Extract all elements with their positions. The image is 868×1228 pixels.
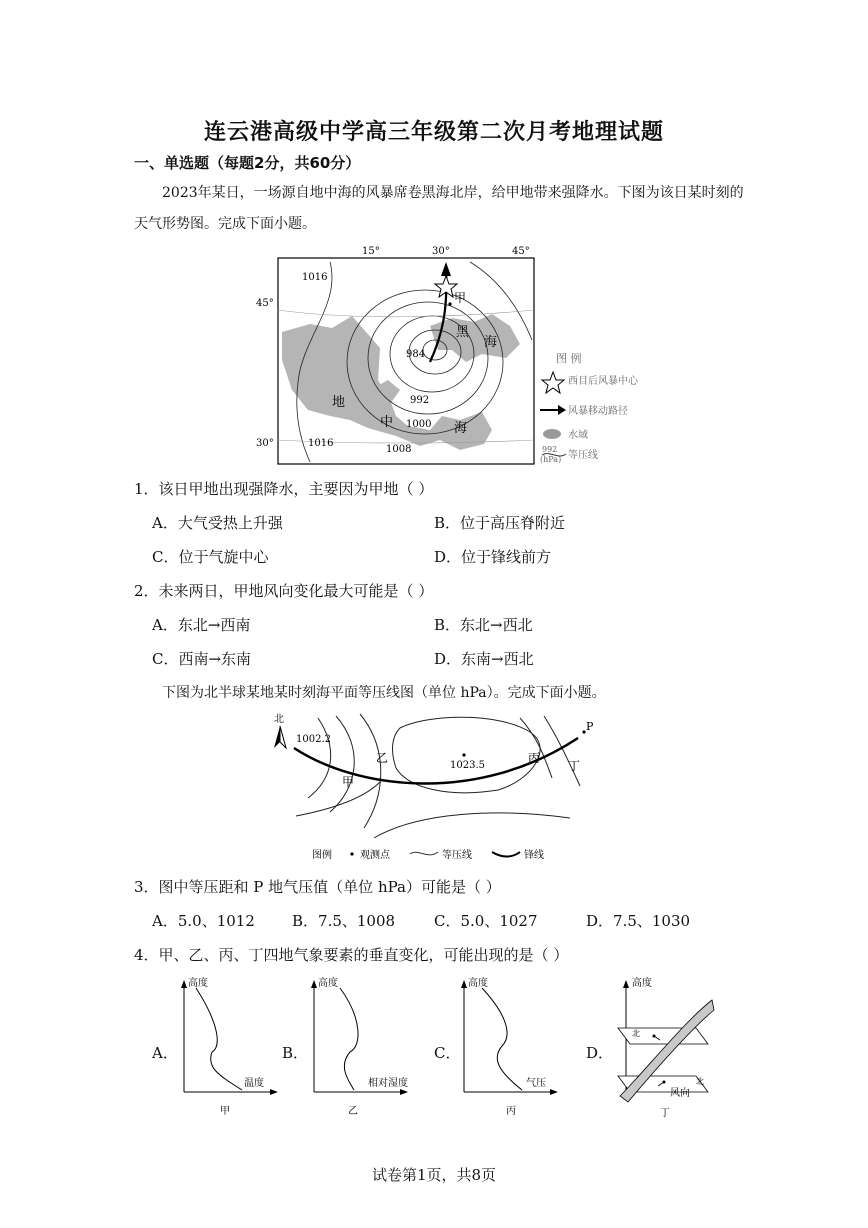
- isobar-label: 1016: [308, 438, 334, 449]
- map2-legend: [312, 848, 544, 861]
- lon-label: 15°: [362, 246, 380, 257]
- q3-option-a[interactable]: A．5.0、1012: [152, 912, 255, 930]
- lon-label: 45°: [512, 246, 530, 257]
- lat-label: 30°: [256, 438, 274, 449]
- place-label: 丙: [528, 751, 541, 765]
- section-heading: 一、单选题（每题2分，共60分）: [134, 154, 361, 172]
- q3-option-d[interactable]: D．7.5、1030: [586, 912, 691, 930]
- map1-legend: [540, 351, 639, 464]
- svg-text:西目后风暴中心: 西目后风暴中心: [568, 376, 638, 387]
- legend-arrow-icon: [558, 405, 566, 415]
- weather-map-1: [256, 240, 638, 470]
- q4-option-d[interactable]: D．: [586, 1044, 614, 1062]
- place-label: 甲: [342, 775, 355, 789]
- q3-option-c[interactable]: C．5.0、1027: [434, 912, 538, 930]
- place-label: P: [586, 720, 594, 733]
- svg-text:高度: 高度: [632, 978, 652, 989]
- intro-paragraph-1: 2023年某日，一场源自地中海的风暴席卷黑海北岸，给甲地带来强降水。下图为该日某时刻的天气形势图。完成下面小题。: [134, 185, 744, 232]
- svg-text:图 例: 图 例: [556, 352, 582, 365]
- graph-b: [302, 972, 422, 1124]
- graph-a: [172, 972, 282, 1124]
- isobar-label: 984: [406, 349, 426, 360]
- svg-text:图例: 图例: [312, 850, 332, 861]
- svg-text:(hPa): (hPa): [540, 455, 562, 464]
- svg-text:气压: 气压: [526, 1078, 546, 1089]
- isobar-label: 1000: [406, 419, 432, 430]
- svg-text:等压线: 等压线: [442, 850, 472, 861]
- q1-option-b[interactable]: B．位于高压脊附近: [434, 514, 566, 532]
- place-label: 丁: [568, 759, 581, 773]
- svg-text:锋线: 锋线: [524, 850, 544, 861]
- place-label: 黑: [456, 325, 470, 340]
- svg-text:北: 北: [696, 1077, 704, 1086]
- page-title: 连云港高级中学高三年级第二次月考地理试题: [203, 120, 664, 145]
- place-label: 乙: [376, 751, 389, 765]
- question-4-stem: 4．甲、乙、丙、丁四地气象要素的垂直变化，可能出现的是（ ）: [134, 946, 569, 964]
- q1-option-a[interactable]: A．大气受热上升强: [152, 514, 283, 532]
- isobar-label: 1016: [302, 272, 328, 283]
- svg-text:高度: 高度: [188, 978, 208, 989]
- svg-text:观测点: 观测点: [360, 850, 390, 861]
- svg-text:乙: 乙: [348, 1106, 358, 1117]
- q3-option-b[interactable]: B．7.5、1008: [292, 912, 396, 930]
- q4-option-c[interactable]: C．: [434, 1044, 461, 1062]
- svg-text:风向: 风向: [670, 1088, 690, 1099]
- svg-text:丁: 丁: [660, 1108, 670, 1119]
- q4-option-b[interactable]: B．: [282, 1044, 309, 1062]
- lat-label: 45°: [256, 298, 274, 309]
- north-arrow-icon: [274, 726, 286, 748]
- q1-option-c[interactable]: C．位于气旋中心: [152, 548, 269, 566]
- question-3-stem: 3．图中等压距和 P 地气压值（单位 hPa）可能是（ ）: [134, 878, 501, 896]
- question-1-stem: 1．该日甲地出现强降水，主要因为甲地（ ）: [134, 480, 434, 498]
- pressure-value: 1023.5: [450, 760, 485, 771]
- q4-option-a[interactable]: A．: [152, 1044, 178, 1062]
- page-footer: 试卷第1页，共8页: [371, 1166, 497, 1184]
- pressure-value: 1002.2: [296, 734, 331, 745]
- svg-text:风暴移动路径: 风暴移动路径: [568, 406, 628, 417]
- graph-d: [604, 972, 722, 1124]
- place-label: 中: [380, 415, 394, 430]
- q2-option-c[interactable]: C．西南→东南: [152, 650, 252, 668]
- svg-text:992: 992: [542, 445, 558, 454]
- place-label: 甲: [454, 291, 467, 305]
- isobar-label: 992: [410, 395, 430, 406]
- question-2-stem: 2．未来两日，甲地风向变化最大可能是（ ）: [134, 582, 434, 600]
- svg-text:高度: 高度: [318, 978, 338, 989]
- isobar-label: 1008: [386, 444, 412, 455]
- q2-option-a[interactable]: A．东北→西南: [152, 616, 251, 634]
- q1-option-d[interactable]: D．位于锋线前方: [434, 548, 552, 566]
- lon-label: 30°: [432, 246, 450, 257]
- graph-c: [452, 972, 562, 1124]
- svg-text:温度: 温度: [244, 1078, 264, 1089]
- q2-option-d[interactable]: D．东南→西北: [434, 650, 534, 668]
- isobar-lines: [296, 714, 580, 838]
- svg-text:水域: 水域: [568, 430, 588, 441]
- svg-text:等压线: 等压线: [568, 450, 598, 461]
- place-label: 海: [454, 421, 468, 436]
- svg-text:相对湿度: 相对湿度: [368, 1078, 408, 1089]
- q2-option-b[interactable]: B．东北→西北: [434, 616, 533, 634]
- svg-text:北: 北: [632, 1029, 640, 1038]
- intro-paragraph-2: 下图为北半球某地某时刻海平面等压线图（单位 hPa）。完成下面小题。: [162, 685, 606, 701]
- isobar-map-2: [268, 708, 608, 868]
- svg-text:丙: 丙: [506, 1106, 516, 1117]
- svg-text:甲: 甲: [220, 1106, 230, 1117]
- place-label: 地: [332, 395, 346, 410]
- place-label: 海: [484, 335, 498, 350]
- svg-text:高度: 高度: [468, 978, 488, 989]
- north-label: 北: [274, 714, 284, 725]
- legend-star-icon: [542, 372, 564, 393]
